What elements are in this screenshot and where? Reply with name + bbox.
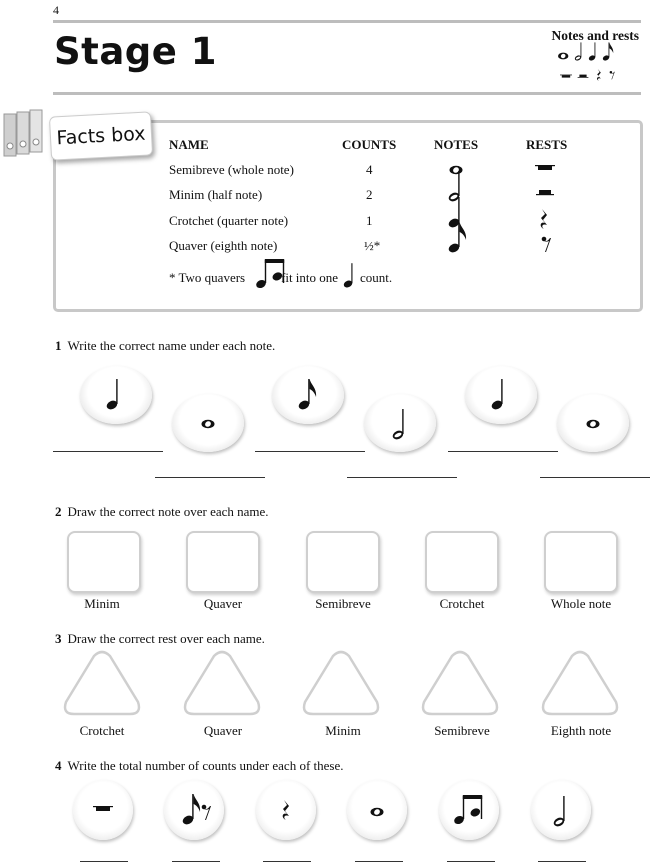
q1-answer-line-4[interactable]: [347, 477, 457, 478]
footnote-pre: * Two quavers: [169, 270, 246, 285]
page-number: 4: [53, 3, 59, 17]
facts-box-label: Facts box: [49, 111, 153, 160]
page-title: Stage 1: [54, 30, 218, 73]
minim-rest-icon: [578, 75, 589, 78]
col-header-notes: NOTES: [434, 137, 479, 152]
col-header-rests: RESTS: [526, 137, 568, 152]
q2-box-1[interactable]: [67, 531, 141, 593]
q1-text: Write the correct name under each note.: [67, 338, 276, 353]
q1-oval-4: [364, 394, 436, 452]
crotchet-icon: [80, 366, 152, 424]
row-name-semibreve: Semibreve (whole note): [169, 162, 294, 177]
notes-and-rests-title: Notes and rests: [551, 28, 639, 43]
col-header-counts: COUNTS: [342, 137, 397, 152]
q1-answer-line-1[interactable]: [53, 451, 163, 452]
semibreve-icon: [557, 394, 629, 452]
q4-instruction: [55, 758, 344, 774]
q2-number: 2: [55, 504, 62, 519]
semibreve-note-icon: [450, 166, 463, 174]
crotchet-rest-icon: [256, 780, 316, 840]
q2-label-2: Quaver: [203, 596, 243, 611]
q4-circle-5: [439, 780, 499, 840]
q4-answer-line-4[interactable]: [355, 861, 403, 862]
q4-answer-line-6[interactable]: [538, 861, 586, 862]
q3-label-2: Quaver: [203, 723, 243, 738]
q3-triangle-3[interactable]: [301, 650, 383, 720]
quaver-rest-icon: [610, 71, 615, 79]
quaver-icon: [272, 366, 344, 424]
q3-label-3: Minim: [325, 723, 361, 738]
q1-answer-line-6[interactable]: [540, 477, 650, 478]
q3-label-5: Eighth note: [550, 723, 612, 738]
row-name-crotchet: Crotchet (quarter note): [169, 213, 289, 228]
q2-label-5: Whole note: [550, 596, 612, 611]
crotchet-icon: [465, 366, 537, 424]
q1-oval-1: [80, 366, 152, 424]
q3-triangle-1[interactable]: [62, 650, 144, 720]
q2-box-5[interactable]: [544, 531, 618, 593]
col-header-name: NAME: [169, 137, 209, 152]
minim-icon: [531, 780, 591, 840]
q4-answer-line-5[interactable]: [447, 861, 495, 862]
q2-label-4: Crotchet: [439, 596, 485, 611]
q2-label-1: Minim: [84, 596, 120, 611]
notes-and-rests-icons: [556, 40, 646, 85]
q2-box-4[interactable]: [425, 531, 499, 593]
row-counts-crotchet: 1: [366, 213, 373, 228]
top-divider: [53, 20, 641, 23]
q2-box-3[interactable]: [306, 531, 380, 593]
q1-oval-5: [465, 366, 537, 424]
q1-answer-line-5[interactable]: [448, 451, 558, 452]
semibreve-rest-icon: [535, 165, 555, 170]
row-name-quaver: Quaver (eighth note): [169, 238, 278, 253]
semibreve-icon: [172, 394, 244, 452]
quaver-and-quaver-rest-icon: [164, 780, 224, 840]
q3-number: 3: [55, 631, 62, 646]
row-counts-semibreve: 4: [366, 162, 373, 177]
q4-answer-line-3[interactable]: [263, 861, 311, 862]
q3-triangle-2[interactable]: [182, 650, 264, 720]
semibreve-icon: [347, 780, 407, 840]
quaver-note-icon: [447, 222, 466, 254]
q4-answer-line-1[interactable]: [80, 861, 128, 862]
q4-circle-2: [164, 780, 224, 840]
q4-answer-line-2[interactable]: [172, 861, 220, 862]
footnote-post: count.: [360, 270, 393, 285]
quaver-icon: [602, 42, 613, 61]
q2-instruction: [55, 504, 269, 520]
crotchet-icon: [344, 262, 358, 290]
q3-triangle-5[interactable]: [540, 650, 622, 720]
q4-circle-3: [256, 780, 316, 840]
header-divider: [53, 92, 641, 95]
row-counts-minim: 2: [366, 187, 373, 202]
q4-circle-1: [73, 780, 133, 840]
q3-instruction: [55, 631, 265, 647]
footnote-mid: fit into one: [281, 270, 339, 285]
q2-label-3: Semibreve: [315, 596, 371, 611]
q2-box-2[interactable]: [186, 531, 260, 593]
q1-answer-line-3[interactable]: [255, 451, 365, 452]
q2-text: Draw the correct note over each name.: [67, 504, 269, 519]
minim-icon: [574, 42, 582, 61]
q1-instruction: [55, 338, 275, 354]
q4-circle-4: [347, 780, 407, 840]
minim-rest-icon: [536, 190, 554, 195]
binders-icon: [2, 106, 48, 160]
quaver-pair-icon: [439, 780, 499, 840]
minim-icon: [364, 394, 436, 452]
crotchet-rest-icon: [597, 69, 601, 81]
q4-number: 4: [55, 758, 62, 773]
q1-oval-2: [172, 394, 244, 452]
crotchet-icon: [588, 42, 596, 61]
semibreve-icon: [558, 53, 568, 60]
q3-label-4: Semibreve: [434, 723, 490, 738]
row-name-minim: Minim (half note): [169, 187, 263, 202]
q3-text: Draw the correct rest over each name.: [67, 631, 265, 646]
crotchet-rest-icon: [541, 209, 547, 229]
semibreve-rest-icon: [73, 780, 133, 840]
row-counts-quaver: ½*: [364, 238, 381, 253]
quaver-rest-icon: [542, 237, 551, 252]
q1-oval-6: [557, 394, 629, 452]
q3-label-1: Crotchet: [79, 723, 125, 738]
q4-text: Write the total number of counts under each of these.: [67, 758, 344, 773]
semibreve-rest-icon: [560, 75, 572, 78]
q1-answer-line-2[interactable]: [155, 477, 265, 478]
q3-triangle-4[interactable]: [420, 650, 502, 720]
facts-symbols: [430, 150, 570, 260]
q1-number: 1: [55, 338, 62, 353]
q4-circle-6: [531, 780, 591, 840]
q1-oval-3: [272, 366, 344, 424]
